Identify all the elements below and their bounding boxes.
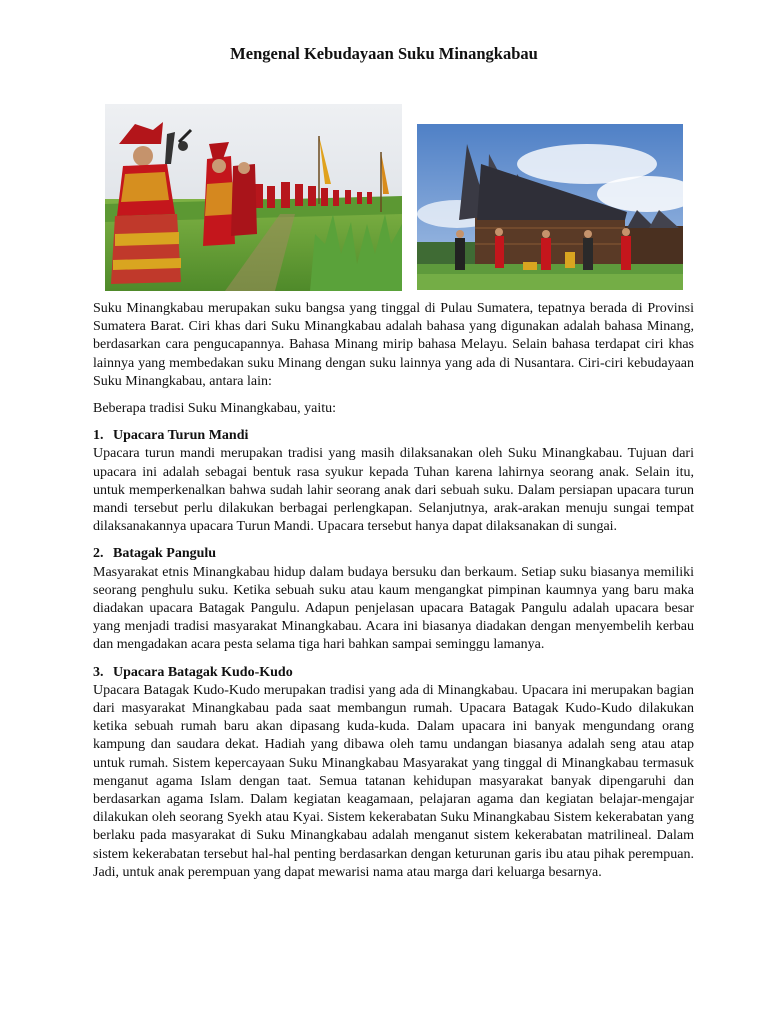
- section-body-3: Upacara Batagak Kudo-Kudo merupakan tradisi yang ada di Minangkabau. Upacara ini merupakan bagian dari masyarakat Minangkabau pada saat membangun rumah. Upacara Batagak Kudo-Kudo dilakukan ketika sebuah rumah baru akan dipasang kuda-kuda. Dalam upacara ini banyak mengundang orang kampung dan saudara dekat. Hadiah yang dibawa oleh tamu undangan biasanya adalah seng atau atap untuk rumah. Sistem kepercayaan Suku Minangkabau Masyarakat yang tinggal di Minangkabau termasuk menganut agama Islam dengan taat. Semua tatanan kehidupan masyarakat banyak dipengaruhi dan berdasarkan agama Islam. Dalam kegiatan keagamaan, pelajaran agama dan kegiatan belajar-mengajar dilakukan oleh seorang Syekh atau Kyai. Sistem kekerabatan Suku Minangkabau Sistem kekerabatan yang berlaku pada masyarakat di Suku Minangkabau adalah menganut sistem kekerabatan matrilineal. Dalam sistem kekerabatan tersebut hal-hal penting berdasarkan dengan keturunan garis ibu atau pihak perempuan. Jadi, untuk anak perempuan yang dapat mewarisi nama atau marga dari keluarga besarnya.: [93, 682, 694, 880]
- section-heading-3: [93, 664, 694, 682]
- section-title: Upacara Turun Mandi: [113, 428, 249, 444]
- article-body: [93, 300, 694, 882]
- section-title: Batagak Pangulu: [113, 546, 217, 562]
- lead-paragraph: Beberapa tradisi Suku Minangkabau, yaitu:: [93, 401, 336, 417]
- intro-paragraph: Suku Minangkabau merupakan suku bangsa yang tinggal di Pulau Sumatera, tepatnya berada di Provinsi Sumatera Barat. Ciri khas dari Suku Minangkabau adalah bahasa yang digunakan adalah bahasa Minang, berdasarkan cara pengucapannya. Bahasa Minang mirip bahasa Melayu. Selain bahasa terdapat ciri khas lainnya yang membedakan suku Minang dengan suku lainnya yang ada di Nusantara. Ciri-ciri kebudayaan Suku Minangkabau, antara lain:: [93, 301, 694, 389]
- rumah-gadang-photo: [417, 124, 683, 290]
- section-heading-1: [93, 427, 694, 445]
- section-number: 3.: [93, 664, 104, 680]
- section-title: Upacara Batagak Kudo-Kudo: [113, 664, 293, 680]
- section-number: 2.: [93, 546, 104, 562]
- section-heading-2: [93, 545, 694, 563]
- procession-photo: [105, 104, 402, 291]
- section-body-2: Masyarakat etnis Minangkabau hidup dalam budaya bersuku dan berkaum. Setiap suku biasanya memiliki seorang penghulu suku. Ketika sebuah suku atau kaum mengangkat pimpinan kaumnya yang baru maka diadakan upacara Batagak Pangulu. Adapun penjelasan upacara Batagak Pangulu adalah upacara besar yang menjadi tradisi masyarakat Minangkabau. Acara ini biasanya diadakan dengan menyembelih kerbau dan mengadakan acara pesta selama tiga hari bahkan sampai seminggu lamanya.: [93, 564, 694, 653]
- document-title: Mengenal Kebudayaan Suku Minangkabau: [230, 44, 538, 63]
- section-body-1: Upacara turun mandi merupakan tradisi yang masih dilaksanakan oleh Suku Minangkabau. Tujuan dari upacara ini adalah sebagai bentuk rasa syukur kepada Tuhan karena lahirnya seorang anak. Selain itu, untuk memperkenalkan bahwa sudah lahir seorang anak dari sebuah suku. Dalam persiapan upacara turun mandi tersebut perlu dilakukan berbagai perlengkapan. Selanjutnya, arak-arakan menuju sungai tempat dilaksanakannya upacara Turun Mandi. Upacara tersebut hanya dapat dilaksanakan di sungai.: [93, 446, 694, 535]
- section-number: 1.: [93, 428, 104, 444]
